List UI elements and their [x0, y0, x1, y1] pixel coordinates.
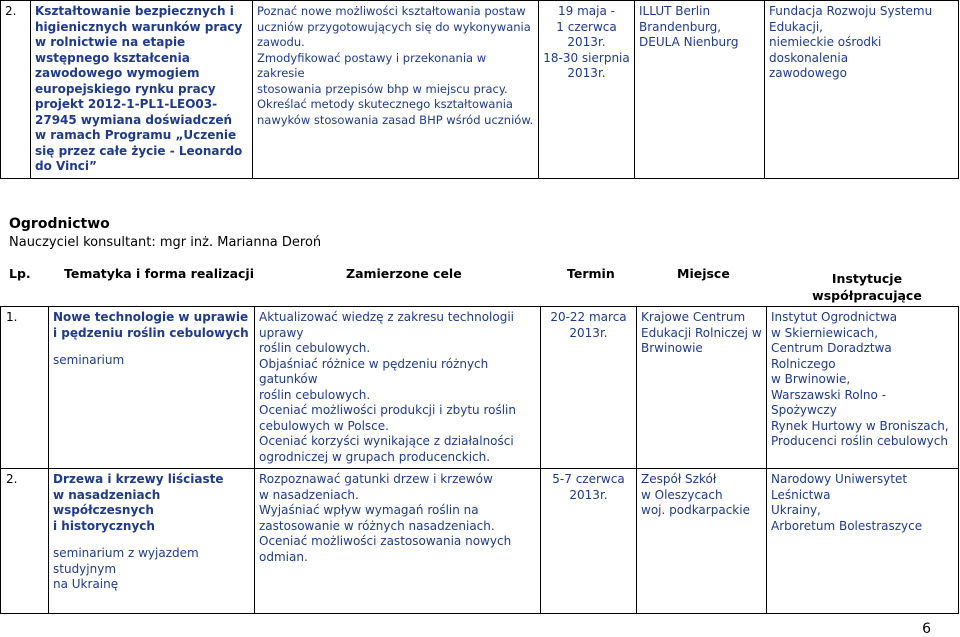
section-title: Ogrodnictwo	[9, 216, 110, 232]
header-place: Miejsce	[677, 266, 730, 281]
row-number: 2.	[1, 469, 49, 614]
table-row	[1, 469, 959, 614]
table-row	[1, 307, 959, 469]
term-cell: 20-22 marca 2013r.	[541, 307, 637, 469]
header-goals: Zamierzone cele	[346, 266, 462, 281]
header-lp: Lp.	[9, 266, 31, 281]
place-cell: ILLUT Berlin Brandenburg, DEULA Nienburg	[635, 1, 765, 179]
partners-cell: Fundacja Rozwoju Systemu Edukacji, niemieckie ośrodki doskonalenia zawodowego	[765, 1, 959, 179]
table-row	[1, 1, 959, 179]
header-topic: Tematyka i forma realizacji	[64, 266, 255, 281]
top-program-table	[0, 0, 959, 179]
topic-cell: Drzewa i krzewy liściaste w nasadzeniach współczesnych i historycznych seminarium z wyjazdem studyjnym na Ukrainę	[49, 469, 255, 614]
topic-cell: Nowe technologie w uprawie i pędzeniu roślin cebulowych seminarium	[49, 307, 255, 469]
row-number: 1.	[1, 307, 49, 469]
page-number: 6	[922, 621, 931, 637]
header-term: Termin	[567, 266, 615, 281]
goals-cell: Aktualizować wiedzę z zakresu technologii uprawy roślin cebulowych. Objaśniać różnice w pędzeniu różnych gatunków roślin cebulowych. Oceniać możliwości produkcji i zbytu roślin cebulowych w Polsce. Oceniać korzyści wynikające z działalności ogrodniczej w grupach producenckich.	[255, 307, 541, 469]
ogrodnictwo-table	[0, 306, 959, 614]
term-cell: 5-7 czerwca 2013r.	[541, 469, 637, 614]
header-partners: Instytucje współpracujące	[812, 271, 922, 303]
term-cell: 19 maja - 1 czerwca 2013r. 18-30 sierpnia 2013r.	[539, 1, 635, 179]
place-cell: Krajowe Centrum Edukacji Rolniczej w Brwinowie	[637, 307, 767, 469]
partners-cell: Instytut Ogrodnictwa w Skierniewicach, Centrum Doradztwa Rolniczego w Brwinowie, Warszawski Rolno - Spożywczy Rynek Hurtowy w Broniszach, Producenci roślin cebulowych	[767, 307, 959, 469]
topic-cell: Kształtowanie bezpiecznych i higienicznych warunków pracy w rolnictwie na etapie wstępnego kształcenia zawodowego wymogiem europejskiego rynku pracy projekt 2012-1-PL1-LEO03- 27945 wymiana doświadczeń w ramach Programu „Uczenie się przez całe życie - Leonardo do Vinci”	[31, 1, 253, 179]
goals-cell: Rozpoznawać gatunki drzew i krzewów w nasadzeniach. Wyjaśniać wpływ wymagań roślin na zastosowanie w różnych nasadzeniach. Oceniać możliwości zastosowania nowych odmian.	[255, 469, 541, 614]
goals-cell: Poznać nowe możliwości kształtowania postaw uczniów przygotowujących się do wykonywania zawodu. Zmodyfikować postawy i przekonania w zakresie stosowania przepisów bhp w miejscu pracy. Określać metody skutecznego kształtowania nawyków stosowania zasad BHP wśród uczniów.	[253, 1, 539, 179]
place-cell: Zespół Szkół w Oleszycach woj. podkarpackie	[637, 469, 767, 614]
row-number: 2.	[1, 1, 31, 179]
partners-cell: Narodowy Uniwersytet Leśnictwa Ukrainy, Arboretum Bolestraszyce	[767, 469, 959, 614]
section-subtitle: Nauczyciel konsultant: mgr inż. Marianna Deroń	[9, 235, 322, 250]
